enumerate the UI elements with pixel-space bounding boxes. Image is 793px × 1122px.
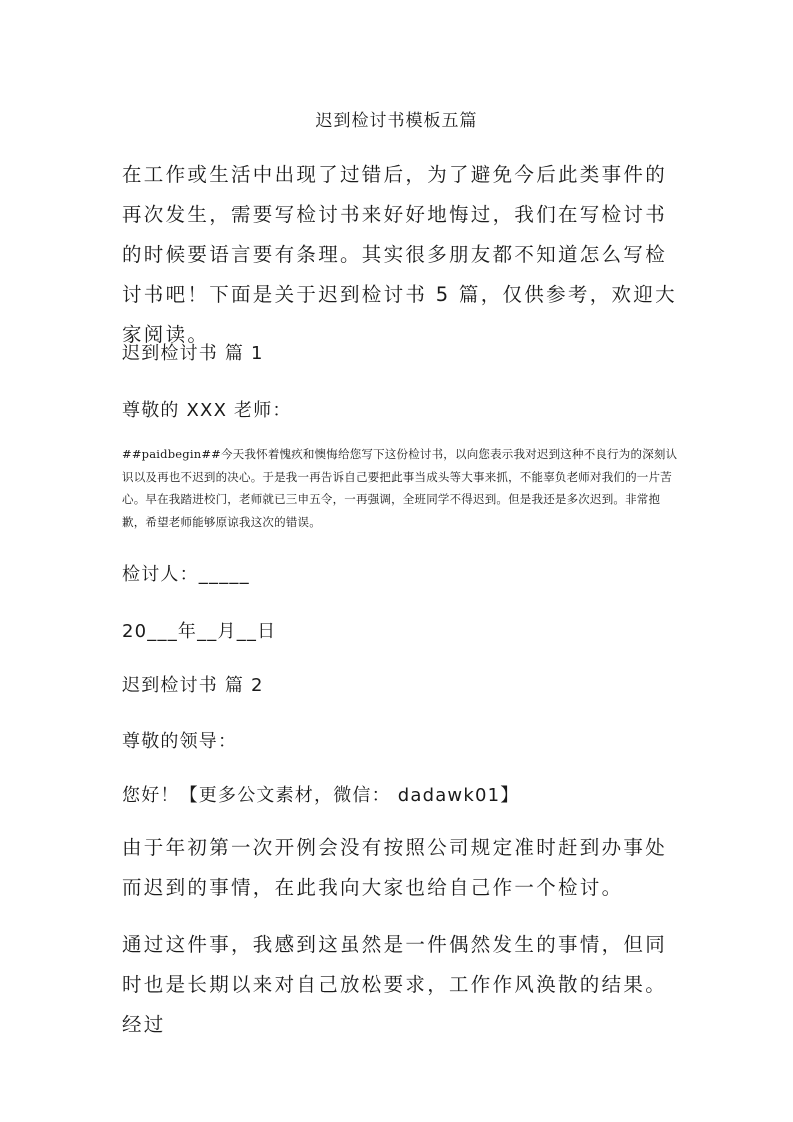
section2-greeting: 您好！【更多公文素材，微信： dadawk01】	[122, 785, 520, 806]
section1-salutation: 尊敬的 XXX 老师：	[122, 400, 292, 421]
section1-body: ##paidbegin##今天我怀着愧疚和懊悔给您写下这份检讨书，以向您表示我对迟到这种不良行为的深刻认识以及再也不迟到的决心。于是我一再告诉自己要把此事当成头等大事来抓，不能辜负老师对我们的一片苦心。早在我踏进校门，老师就已三申五令，一再强调，全班同学不得迟到。但是我还是多次迟到。非常抱歉，希望老师能够原谅我这次的错误。	[122, 447, 678, 529]
intro-paragraph: 在工作或生活中出现了过错后，为了避免今后此类事件的再次发生，需要写检讨书来好好地悔过，我们在写检讨书的时候要语言要有条理。其实很多朋友都不知道怎么写检讨书吧！下面是关于迟到检讨书 5 篇，仅供参考，欢迎大家阅读。	[122, 163, 677, 346]
section2-paragraph-2: 通过这件事，我感到这虽然是一件偶然发生的事情，但同时也是长期以来对自己放松要求，工作作风涣散的结果。经过	[122, 933, 668, 1036]
section1-heading: 迟到检讨书 篇 1	[122, 343, 264, 364]
document-title: 迟到检讨书模板五篇	[315, 111, 478, 131]
section2-paragraph-1: 由于年初第一次开例会没有按照公司规定准时赶到办事处而迟到的事情，在此我向大家也给自己作一个检讨。	[122, 836, 668, 899]
section1-date: 20___年__月__日	[122, 621, 277, 642]
section2-salutation: 尊敬的领导：	[122, 731, 238, 752]
section2-heading: 迟到检讨书 篇 2	[122, 675, 264, 696]
section1-signer: 检讨人：_____	[122, 564, 250, 585]
